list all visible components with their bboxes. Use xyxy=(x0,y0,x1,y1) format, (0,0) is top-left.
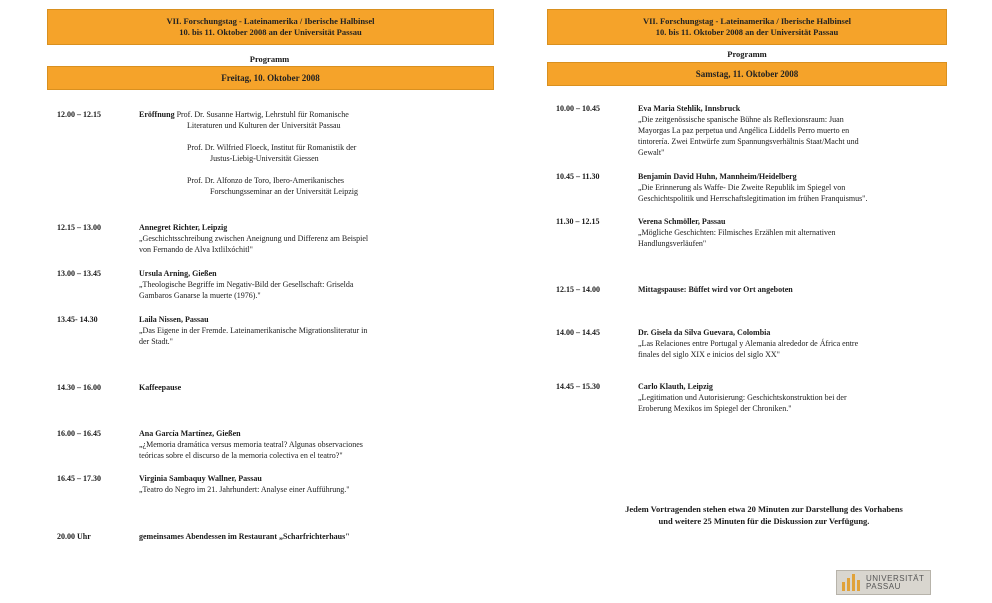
entry-line: teóricas sobre el discurso de la memoria colectiva en el teatro?" xyxy=(139,451,343,460)
entry-speaker: Laila Nissen, Passau xyxy=(139,315,209,324)
entry-line: „Mögliche Geschichten: Filmisches Erzählen mit alternativen xyxy=(638,228,836,237)
program-label: Programm xyxy=(727,49,767,59)
entry-speaker: Virginia Sambaquy Wallner, Passau xyxy=(139,474,262,483)
entry-line: „Teatro do Negro im 21. Jahrhundert: Analyse einer Aufführung." xyxy=(139,485,350,494)
entry-line: „Die zeitgenössische spanische Bühne als Reflexionsraum: Juan xyxy=(638,115,844,124)
logo-mark-icon xyxy=(842,574,862,591)
entry-line: „¿Memoria dramática versus memoria teatral? Algunas observaciones xyxy=(139,440,363,449)
entry-line: „Theologische Begriffe im Negativ-Bild der Gesellschaft: Griselda xyxy=(139,280,354,289)
entry-speaker: Ursula Arning, Gießen xyxy=(139,269,217,278)
entry-line: Prof. Dr. Wilfried Floeck, Institut für Romanistik der xyxy=(187,143,357,152)
entry-line: tintorería. Zwei Entwürfe zum Spannungsverhältnis Staat/Macht und xyxy=(638,137,859,146)
entry-speaker: Ana García Martínez, Gießen xyxy=(139,429,241,438)
entry-speaker: Eva Maria Stehlik, Innsbruck xyxy=(638,104,741,113)
entry-time: 10.45 – 11.30 xyxy=(556,172,600,181)
header-banner-left xyxy=(47,9,494,45)
entry-time: 11.30 – 12.15 xyxy=(556,217,600,226)
entry-line: finales del siglo XIX e inicios del siglo XX" xyxy=(638,350,780,359)
entry-time: 16.00 – 16.45 xyxy=(57,429,101,438)
entry-speaker: Verena Schmöller, Passau xyxy=(638,217,726,226)
entry-line: Prof. Dr. Susanne Hartwig, Lehrstuhl für Romanische xyxy=(176,110,349,119)
entry-speaker: gemeinsames Abendessen im Restaurant „Scharfrichterhaus" xyxy=(139,532,350,541)
entry-time: 13.45- 14.30 xyxy=(57,315,98,324)
entry-line: Handlungsverläufen" xyxy=(638,239,707,248)
entry-time: 12.15 – 14.00 xyxy=(556,285,600,294)
entry-line: „Das Eigene in der Fremde. Lateinamerikanische Migrationsliteratur in xyxy=(139,326,368,335)
entry-line: „Las Relaciones entre Portugal y Alemania alrededor de África entre xyxy=(638,339,859,348)
entry-line: Eroberung Mexikos im Spiegel der Chroniken." xyxy=(638,404,792,413)
entry-line: Forschungsseminar an der Universität Leipzig xyxy=(210,187,358,196)
day-banner-friday: Freitag, 10. Oktober 2008 xyxy=(47,66,494,90)
entry-line: Prof. Dr. Alfonzo de Toro, Ibero-Amerikanisches xyxy=(187,176,345,185)
university-logo xyxy=(836,570,931,595)
entry-line: Mayorgas La paz perpetua und Angélica Liddells Perro muerto en xyxy=(638,126,850,135)
entry-time: 10.00 – 10.45 xyxy=(556,104,600,113)
entry-line: Geschichtspolitik und Herrschaftslegitimation im frühen Franquismus". xyxy=(638,194,868,203)
entry-time: 14.00 – 14.45 xyxy=(556,328,600,337)
logo-line2: PASSAU xyxy=(866,581,901,591)
entry-time: 20.00 Uhr xyxy=(57,532,91,541)
footnote-line: Jedem Vortragenden stehen etwa 20 Minuten zur Darstellung des Vorhabens xyxy=(625,504,903,514)
logo-line1: UNIVERSITÄT xyxy=(866,573,925,583)
program-label: Programm xyxy=(249,54,290,64)
entry-time: 16.45 – 17.30 xyxy=(57,474,101,483)
entry-line: von Fernando de Alva Ixtlilxóchitl" xyxy=(139,245,253,254)
header-subtitle: 10. bis 11. Oktober 2008 an der Universität Passau xyxy=(655,27,839,37)
entry-time: 14.45 – 15.30 xyxy=(556,382,600,391)
entry-line: „Legitimation und Autorisierung: Geschichtskonstruktion bei der xyxy=(638,393,847,402)
entry-time: 14.30 – 16.00 xyxy=(57,383,101,392)
footnote xyxy=(574,503,954,527)
entry-time: 12.00 – 12.15 xyxy=(57,110,101,119)
logo-text xyxy=(866,575,924,591)
entry-line: „Geschichtsschreibung zwischen Aneignung und Differenz am Beispiel xyxy=(139,234,369,243)
header-title: VII. Forschungstag - Lateinamerika / Iberische Halbinsel xyxy=(642,16,852,26)
entry-speaker: Eröffnung xyxy=(139,110,175,119)
header-title: VII. Forschungstag - Lateinamerika / Iberische Halbinsel xyxy=(166,16,375,26)
entry-speaker: Annegret Richter, Leipzig xyxy=(139,223,228,232)
header-banner-right xyxy=(547,9,947,45)
entry-speaker: Carlo Klauth, Leipzig xyxy=(638,382,713,391)
entry-line: Justus-Liebig-Universität Giessen xyxy=(210,154,319,163)
entry-line: Gambaros Ganarse la muerte (1976)." xyxy=(139,291,261,300)
entry-time: 13.00 – 13.45 xyxy=(57,269,101,278)
day-banner-saturday: Samstag, 11. Oktober 2008 xyxy=(547,62,947,86)
entry-line: Literaturen und Kulturen der Universität Passau xyxy=(187,121,341,130)
entry-line: der Stadt." xyxy=(139,337,173,346)
entry-speaker: Dr. Gisela da Silva Guevara, Colombia xyxy=(638,328,771,337)
entry-line: Gewalt" xyxy=(638,148,665,157)
entry-time: 12.15 – 13.00 xyxy=(57,223,101,232)
header-subtitle: 10. bis 11. Oktober 2008 an der Universität Passau xyxy=(179,27,362,37)
footnote-line: und weitere 25 Minuten für die Diskussion zur Verfügung. xyxy=(658,516,870,526)
entry-speaker: Kaffeepause xyxy=(139,383,182,392)
entry-line: „Die Erinnerung als Waffe- Die Zweite Republik im Spiegel von xyxy=(638,183,846,192)
entry-speaker: Mittagspause: Büffet wird vor Ort angeboten xyxy=(638,285,793,294)
entry-speaker: Benjamin David Huhn, Mannheim/Heidelberg xyxy=(638,172,797,181)
